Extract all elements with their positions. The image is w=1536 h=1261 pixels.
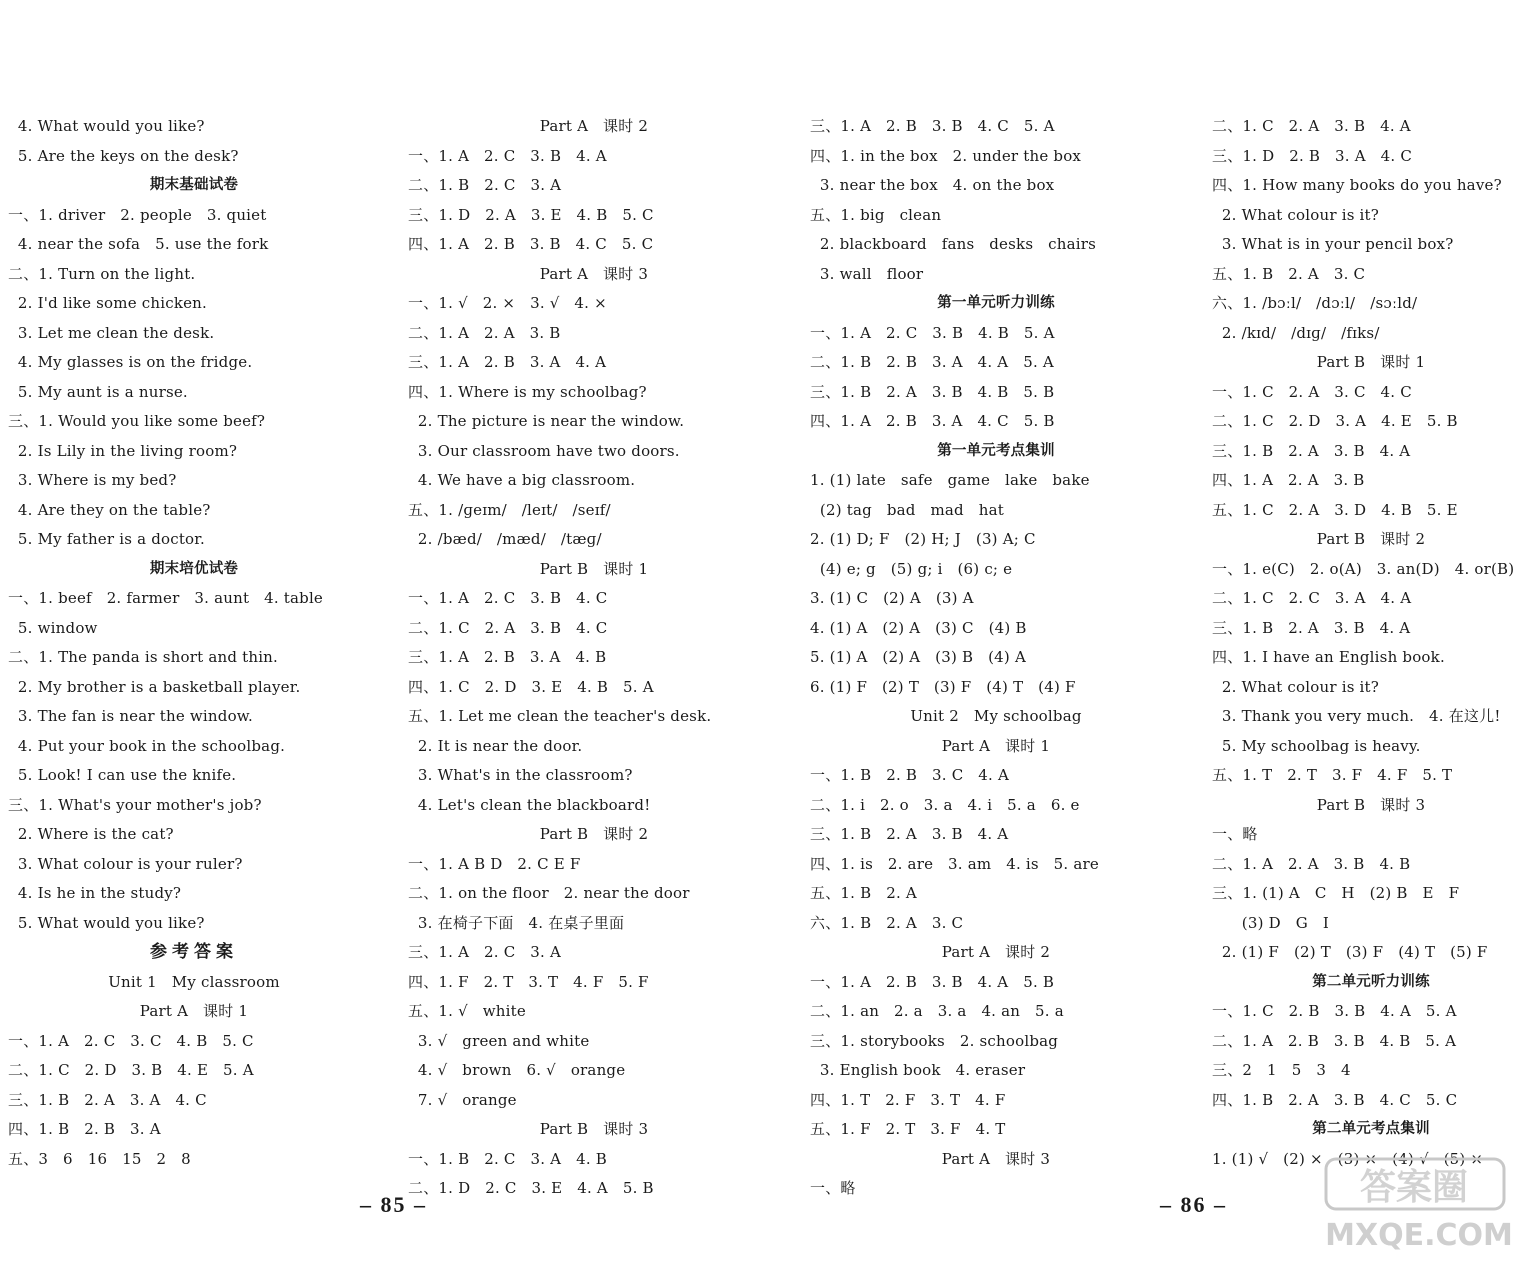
answer-line: 5. Are the keys on the desk? <box>8 146 239 165</box>
answer-line: 3. 在椅子下面 4. 在桌子里面 <box>408 913 625 932</box>
answer-line: 三、2 1 5 3 4 <box>1212 1061 1351 1079</box>
answer-line: 五、1. big clean <box>810 205 942 224</box>
answer-line: 一、1. e(C) 2. o(A) 3. an(D) 4. or(B) <box>1212 559 1515 578</box>
answer-line: 一、1. A B D 2. C E F <box>408 854 581 873</box>
section-heading: Part A 课时 3 <box>539 264 649 283</box>
watermark-logo-icon <box>1314 1153 1524 1253</box>
answer-line: 六、1. /bɔːl/ /dɔːl/ /sɔːld/ <box>1212 294 1418 312</box>
answer-line: 三、1. A 2. B 3. B 4. C 5. A <box>810 117 1055 135</box>
answer-line: 四、1. C 2. D 3. E 4. B 5. A <box>408 677 654 696</box>
answer-line: 1. (1) late safe game lake bake <box>810 471 1090 489</box>
answer-line: 四、1. B 2. B 3. A <box>8 1120 161 1138</box>
answer-line: 4. near the sofa 5. use the fork <box>8 235 269 253</box>
answer-line: (3) D G I <box>1212 913 1329 932</box>
answer-line: 三、1. storybooks 2. schoolbag <box>810 1031 1059 1050</box>
answer-line: 3. Our classroom have two doors. <box>408 441 680 460</box>
answer-line: 一、1. A 2. B 3. B 4. A 5. B <box>810 972 1055 991</box>
answer-line: 2. My brother is a basketball player. <box>8 677 301 696</box>
section-heading: Part B 课时 2 <box>1316 530 1426 548</box>
answer-line: 一、1. A 2. C 3. B 4. B 5. A <box>810 323 1055 342</box>
section-heading: Part B 课时 3 <box>539 1120 649 1138</box>
answer-line: 4. Put your book in the schoolbag. <box>8 736 286 755</box>
answer-line: 五、1. /ɡeɪm/ /leɪt/ /seɪf/ <box>408 500 611 519</box>
answer-line: 二、1. on the floor 2. near the door <box>408 884 690 902</box>
section-heading: Part A 课时 3 <box>941 1149 1051 1168</box>
answer-line: 5. Look! I can use the knife. <box>8 766 237 784</box>
section-heading: Part B 课时 1 <box>539 559 649 578</box>
answer-line: 一、略 <box>1212 825 1258 843</box>
answer-line: 三、1. D 2. B 3. A 4. C <box>1212 146 1412 165</box>
answer-line: 2. What colour is it? <box>1212 205 1380 224</box>
answer-line: 二、1. A 2. A 3. B <box>408 323 561 342</box>
answer-line: 一、1. C 2. A 3. C 4. C <box>1212 382 1412 401</box>
answer-line: 4. What would you like? <box>8 117 205 135</box>
answer-line: 一、1. B 2. C 3. A 4. B <box>408 1149 607 1168</box>
answer-line: 3. wall floor <box>810 264 924 283</box>
answer-line: 2. Is Lily in the living room? <box>8 441 238 460</box>
answer-line: (4) e; g (5) g; i (6) c; e <box>810 559 1013 578</box>
answer-line: 六、1. B 2. A 3. C <box>810 913 964 932</box>
answer-line: 二、1. i 2. o 3. a 4. i 5. a 6. e <box>810 795 1080 814</box>
answer-line: 四、1. How many books do you have? <box>1212 176 1502 194</box>
watermark-bottom-text: MXQE.COM <box>1325 1218 1513 1253</box>
answer-line: 3. √ green and white <box>408 1031 590 1050</box>
answer-line: (2) tag bad mad hat <box>810 500 1004 519</box>
answer-line: 3. Where is my bed? <box>8 471 177 489</box>
section-heading: 第二单元听力训练 <box>1312 973 1430 990</box>
answer-line: 四、1. A 2. A 3. B <box>1212 471 1365 489</box>
answer-line: 2. The picture is near the window. <box>408 412 685 430</box>
answer-line: 四、1. A 2. B 3. A 4. C 5. B <box>810 412 1055 430</box>
answer-line: 5. My schoolbag is heavy. <box>1212 736 1421 755</box>
answer-line: 2. I'd like some chicken. <box>8 294 208 312</box>
answer-line: 5. My father is a doctor. <box>8 530 205 548</box>
answer-line: 四、1. is 2. are 3. am 4. is 5. are <box>810 854 1099 873</box>
section-heading: 第一单元听力训练 <box>937 295 1055 311</box>
section-heading: 第二单元考点集训 <box>1312 1121 1430 1137</box>
answer-line: 四、1. I have an English book. <box>1212 648 1445 666</box>
answer-line: 1. (1) √ (2) × (3) × (4) √ (5) × <box>1212 1149 1484 1168</box>
answer-line: 4. Let's clean the blackboard! <box>408 795 651 814</box>
answer-line: 7. √ orange <box>408 1090 517 1109</box>
answer-line: 一、1. C 2. B 3. B 4. A 5. A <box>1212 1002 1457 1020</box>
answer-line: 二、1. Turn on the light. <box>8 264 196 283</box>
answer-line: 2. (1) F (2) T (3) F (4) T (5) F <box>1212 943 1488 961</box>
answer-line: 5. My aunt is a nurse. <box>8 382 188 401</box>
answer-column-3 <box>810 112 1182 1204</box>
answer-line: 三、1. A 2. B 3. A 4. A <box>408 353 607 371</box>
answer-line: 3. What colour is your ruler? <box>8 854 243 873</box>
answer-line: 4. Are they on the table? <box>8 500 211 519</box>
answer-line: 一、1. B 2. B 3. C 4. A <box>810 766 1009 784</box>
answer-line: 五、1. Let me clean the teacher's desk. <box>408 707 712 725</box>
answer-line: 五、3 6 16 15 2 8 <box>8 1149 191 1168</box>
answer-line: 2. /kɪd/ /dɪɡ/ /fɪks/ <box>1212 323 1380 342</box>
answer-line: 3. Thank you very much. 4. 在这儿! <box>1212 707 1501 725</box>
section-heading: Part B 课时 1 <box>1316 353 1426 371</box>
answer-line: 三、1. B 2. A 3. B 4. A <box>1212 618 1411 637</box>
answer-line: 2. /bæd/ /mæd/ /tæɡ/ <box>408 530 602 548</box>
answer-line: 三、1. D 2. A 3. E 4. B 5. C <box>408 205 654 224</box>
answer-line: 二、1. B 2. C 3. A <box>408 176 562 194</box>
answer-line: 五、1. B 2. A 3. C <box>1212 264 1366 283</box>
answer-line: 二、1. C 2. D 3. B 4. E 5. A <box>8 1061 254 1079</box>
answer-line: 五、1. B 2. A <box>810 884 917 902</box>
section-heading: 参考答案 <box>150 942 238 962</box>
answer-line: 三、1. A 2. B 3. A 4. B <box>408 648 607 666</box>
answer-line: 二、1. D 2. C 3. E 4. A 5. B <box>408 1179 654 1197</box>
answer-line: 2. (1) D; F (2) H; J (3) A; C <box>810 530 1036 548</box>
answer-line: 五、1. T 2. T 3. F 4. F 5. T <box>1212 766 1453 784</box>
answer-line: 5. window <box>8 618 98 637</box>
answer-line: 2. What colour is it? <box>1212 677 1380 696</box>
section-heading: Part B 课时 3 <box>1316 795 1426 814</box>
answer-line: 2. blackboard fans desks chairs <box>810 235 1096 253</box>
answer-line: 3. Let me clean the desk. <box>8 323 215 342</box>
answer-line: 三、1. (1) A C H (2) B E F <box>1212 884 1460 902</box>
answer-line: 四、1. Where is my schoolbag? <box>408 382 647 401</box>
section-heading: 第一单元考点集训 <box>937 442 1055 459</box>
answer-line: 4. Is he in the study? <box>8 884 182 902</box>
answer-line: 二、1. an 2. a 3. a 4. an 5. a <box>810 1002 1064 1020</box>
watermark-logo <box>1314 1153 1524 1253</box>
answer-line: 5. What would you like? <box>8 913 205 932</box>
answer-line: 3. English book 4. eraser <box>810 1061 1026 1079</box>
answer-line: 3. What's in the classroom? <box>408 766 633 784</box>
answer-line: 四、1. T 2. F 3. T 4. F <box>810 1090 1006 1109</box>
section-heading: Part A 课时 1 <box>941 736 1051 755</box>
section-heading: Unit 2 My schoolbag <box>910 707 1082 725</box>
answer-line: 二、1. B 2. B 3. A 4. A 5. A <box>810 353 1054 371</box>
answer-line: 3. (1) C (2) A (3) A <box>810 589 974 607</box>
answer-line: 三、1. A 2. C 3. A <box>408 943 561 961</box>
answer-line: 三、1. B 2. A 3. B 4. A <box>810 825 1009 843</box>
answer-line: 一、略 <box>810 1179 856 1197</box>
answer-line: 2. It is near the door. <box>408 736 583 755</box>
answer-line: 三、1. B 2. A 3. A 4. C <box>8 1090 207 1109</box>
section-heading: Part B 课时 2 <box>539 825 649 843</box>
section-heading: Part A 课时 2 <box>941 943 1051 961</box>
answer-line: 四、1. A 2. B 3. B 4. C 5. C <box>408 235 654 253</box>
section-heading: Unit 1 My classroom <box>108 972 280 991</box>
answer-line: 三、1. B 2. A 3. B 4. B 5. B <box>810 382 1055 401</box>
page-number-85: – 85 – <box>360 1192 427 1217</box>
page-number-86: – 86 – <box>1160 1192 1227 1217</box>
answer-line: 三、1. Would you like some beef? <box>8 412 266 430</box>
answer-line: 一、1. A 2. C 3. C 4. B 5. C <box>8 1031 254 1050</box>
answer-line: 2. Where is the cat? <box>8 825 174 843</box>
answer-line: 4. My glasses is on the fridge. <box>8 353 253 371</box>
answer-line: 二、1. C 2. D 3. A 4. E 5. B <box>1212 412 1458 430</box>
answer-line: 3. near the box 4. on the box <box>810 176 1055 194</box>
answer-line: 4. (1) A (2) A (3) C (4) B <box>810 618 1027 637</box>
answer-line: 五、1. C 2. A 3. D 4. B 5. E <box>1212 500 1458 519</box>
answer-line: 二、1. C 2. C 3. A 4. A <box>1212 589 1412 607</box>
answer-line: 二、1. A 2. B 3. B 4. B 5. A <box>1212 1031 1457 1050</box>
answer-line: 4. √ brown 6. √ orange <box>408 1061 626 1079</box>
answer-line: 3. The fan is near the window. <box>8 707 254 725</box>
answer-line: 三、1. B 2. A 3. B 4. A <box>1212 441 1411 460</box>
section-heading: 期末培优试卷 <box>149 560 239 577</box>
answer-line: 四、1. F 2. T 3. T 4. F 5. F <box>408 972 649 991</box>
answer-column-2 <box>408 112 780 1204</box>
answer-line: 3. What is in your pencil box? <box>1212 235 1454 253</box>
answer-line: 三、1. What's your mother's job? <box>8 795 262 814</box>
section-heading: Part A 课时 2 <box>539 117 649 135</box>
answer-line: 四、1. B 2. A 3. B 4. C 5. C <box>1212 1090 1458 1109</box>
answer-line: 一、1. driver 2. people 3. quiet <box>8 205 267 224</box>
answer-line: 二、1. C 2. A 3. B 4. A <box>1212 117 1411 135</box>
section-heading: Part A 课时 1 <box>139 1002 249 1020</box>
answer-line: 5. (1) A (2) A (3) B (4) A <box>810 648 1026 666</box>
answer-line: 4. We have a big classroom. <box>408 471 636 489</box>
answer-line: 6. (1) F (2) T (3) F (4) T (4) F <box>810 677 1076 696</box>
answer-line: 二、1. The panda is short and thin. <box>8 648 279 666</box>
answer-column-1 <box>8 112 380 1174</box>
answer-line: 二、1. C 2. A 3. B 4. C <box>408 618 608 637</box>
answer-line: 五、1. √ white <box>408 1002 526 1020</box>
watermark-top-text: 答案圈 <box>1359 1167 1469 1208</box>
answer-line: 一、1. A 2. C 3. B 4. A <box>408 146 607 165</box>
answer-line: 一、1. beef 2. farmer 3. aunt 4. table <box>8 589 324 607</box>
answer-line: 二、1. A 2. A 3. B 4. B <box>1212 854 1411 873</box>
answer-line: 一、1. A 2. C 3. B 4. C <box>408 589 608 607</box>
answer-line: 五、1. F 2. T 3. F 4. T <box>810 1120 1006 1138</box>
section-heading: 期末基础试卷 <box>149 177 239 193</box>
answer-line: 四、1. in the box 2. under the box <box>810 146 1082 165</box>
answer-line: 一、1. √ 2. × 3. √ 4. × <box>408 294 607 312</box>
answer-column-4 <box>1212 112 1530 1174</box>
